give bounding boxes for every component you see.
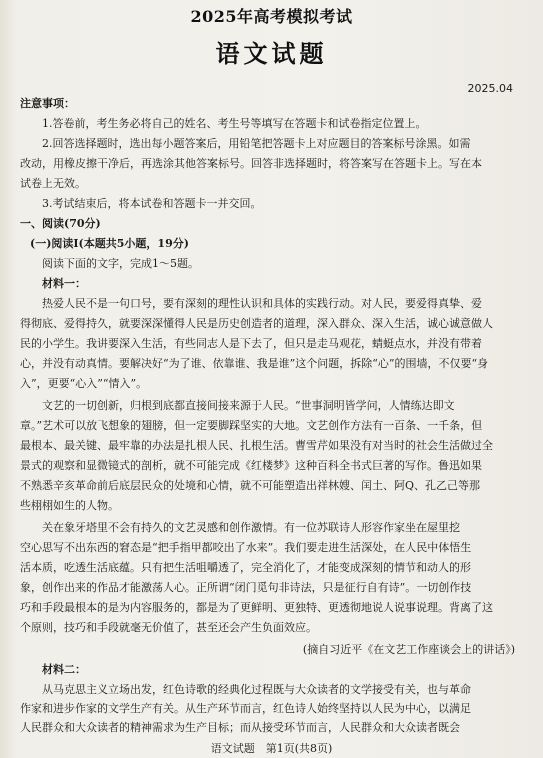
material1-line: 景式的观察和显微镜式的剖析，就不可能完成《红楼梦》这种百科全书式巨著的写作。鲁迅如果 [20,459,482,472]
material1-line: 象，创作出来的作品才能激荡人心。正所谓“闭门觅句非诗法，只是征行自有诗”。一切创作技 [20,581,472,594]
note-line: 1.答卷前，考生务必将自己的姓名、考生号等填写在答题卡和试卷指定位置上。 [42,117,427,130]
material1-line: 活本质，吃透生活底蕴。只有把生活咀嚼透了，完全消化了，才能变成深刻的情节和动人的形 [20,561,471,574]
material1-line: 些栩栩如生的人物。 [20,499,119,512]
note-line: 试卷上无效。 [20,177,86,190]
material1-line: 关在象牙塔里不会有持久的文艺灵感和创作激情。有一位苏联诗人形容作家坐在屋里挖 [42,521,460,534]
material2-line: 作家和进步作家的文学生产有关。从生产环节而言，红色诗人始终坚持以人民为中心，以满足 [20,702,471,715]
note-line: 3.考试结束后，将本试卷和答题卡一并交回。 [42,197,262,210]
material1-line: 巧和手段最根本的是为内容服务的，都是为了更鲜明、更独特、更透彻地说人说事说理。背离了这 [20,601,493,614]
source-citation: (摘自习近平《在文艺工作座谈会上的讲话》) [302,643,515,656]
exam-date: 2025.04 [467,82,513,95]
material1-line: 入”，更要“心入”“情入”。 [20,377,148,390]
note-line: 2.回答选择题时，选出每小题答案后，用铅笔把答题卡上对应题目的答案标号涂黑。如需 [42,137,471,150]
material1-line: 章。”艺术可以放飞想象的翅膀，但一定要脚踩坚实的大地。文艺创作方法有一百条、一千条，但 [20,419,483,432]
note-line: 改动，用橡皮擦干净后，再选涂其他答案标号。回答非选择题时，将答案写在答题卡上。写在本 [20,157,482,170]
material1-line: 热爱人民不是一句口号，要有深刻的理性认识和具体的实践行动。对人民，要爱得真挚、爱 [42,297,482,310]
notes-heading: 注意事项： [20,97,75,110]
subject-title: 语文试题 [215,39,328,68]
material2-line: 人民群众和大众读者的精神需求为生产目标；而从接受环节而言，人民群众和大众读者既会 [20,721,460,734]
section-heading: 一、阅读(70分) [20,217,101,230]
material1-line: 心，并没有动真情。要解决好“为了谁、依靠谁、我是谁”这个问题，拆除“心”的围墙，不仅要“身 [20,357,489,370]
page-footer: 语文试题 第1页(共8页) [210,742,333,755]
sub-section-heading: (一)阅读Ⅰ(本题共5小题，19分) [30,237,189,250]
material2-label: 材料二： [42,663,86,676]
material1-line: 空心思写不出东西的窘态是“把手指甲都咬出了水来”。我们要走进生活深处，在人民中体悟生 [20,541,472,554]
material1-label: 材料一： [42,277,86,290]
material1-line: 个原则，技巧和手段就毫无价值了，甚至还会产生负面效应。 [20,621,317,634]
material1-line: 最根本、最关键、最牢靠的办法是扎根人民、扎根生活。曹雪芹如果没有对当时的社会生活做过全 [20,439,493,452]
material1-line: 得彻底、爱得持久，就要深深懂得人民是历史创造者的道理，深入群众、深入生活，诚心诚意做人 [20,317,493,330]
material2-line: 从马克思主义立场出发，红色诗歌的经典化过程既与大众读者的文学接受有关，也与革命 [42,683,471,696]
exam-title: 2025年高考模拟考试 [190,7,353,26]
material1-line: 文艺的一切创新，归根到底都直接间接来源于人民。“世事洞明皆学问，人情练达即文 [42,399,455,412]
instruction-text: 阅读下面的文字，完成1～5题。 [42,257,199,270]
material1-line: 民的小学生。我讲要深入生活，有些同志人是下去了，但只是走马观花，蜻蜓点水，并没有带着 [20,337,482,350]
material1-line: 不熟悉辛亥革命前后底层民众的处境和心情，就不可能塑造出祥林嫂、闰土、阿Q、孔乙己等那 [20,479,481,492]
